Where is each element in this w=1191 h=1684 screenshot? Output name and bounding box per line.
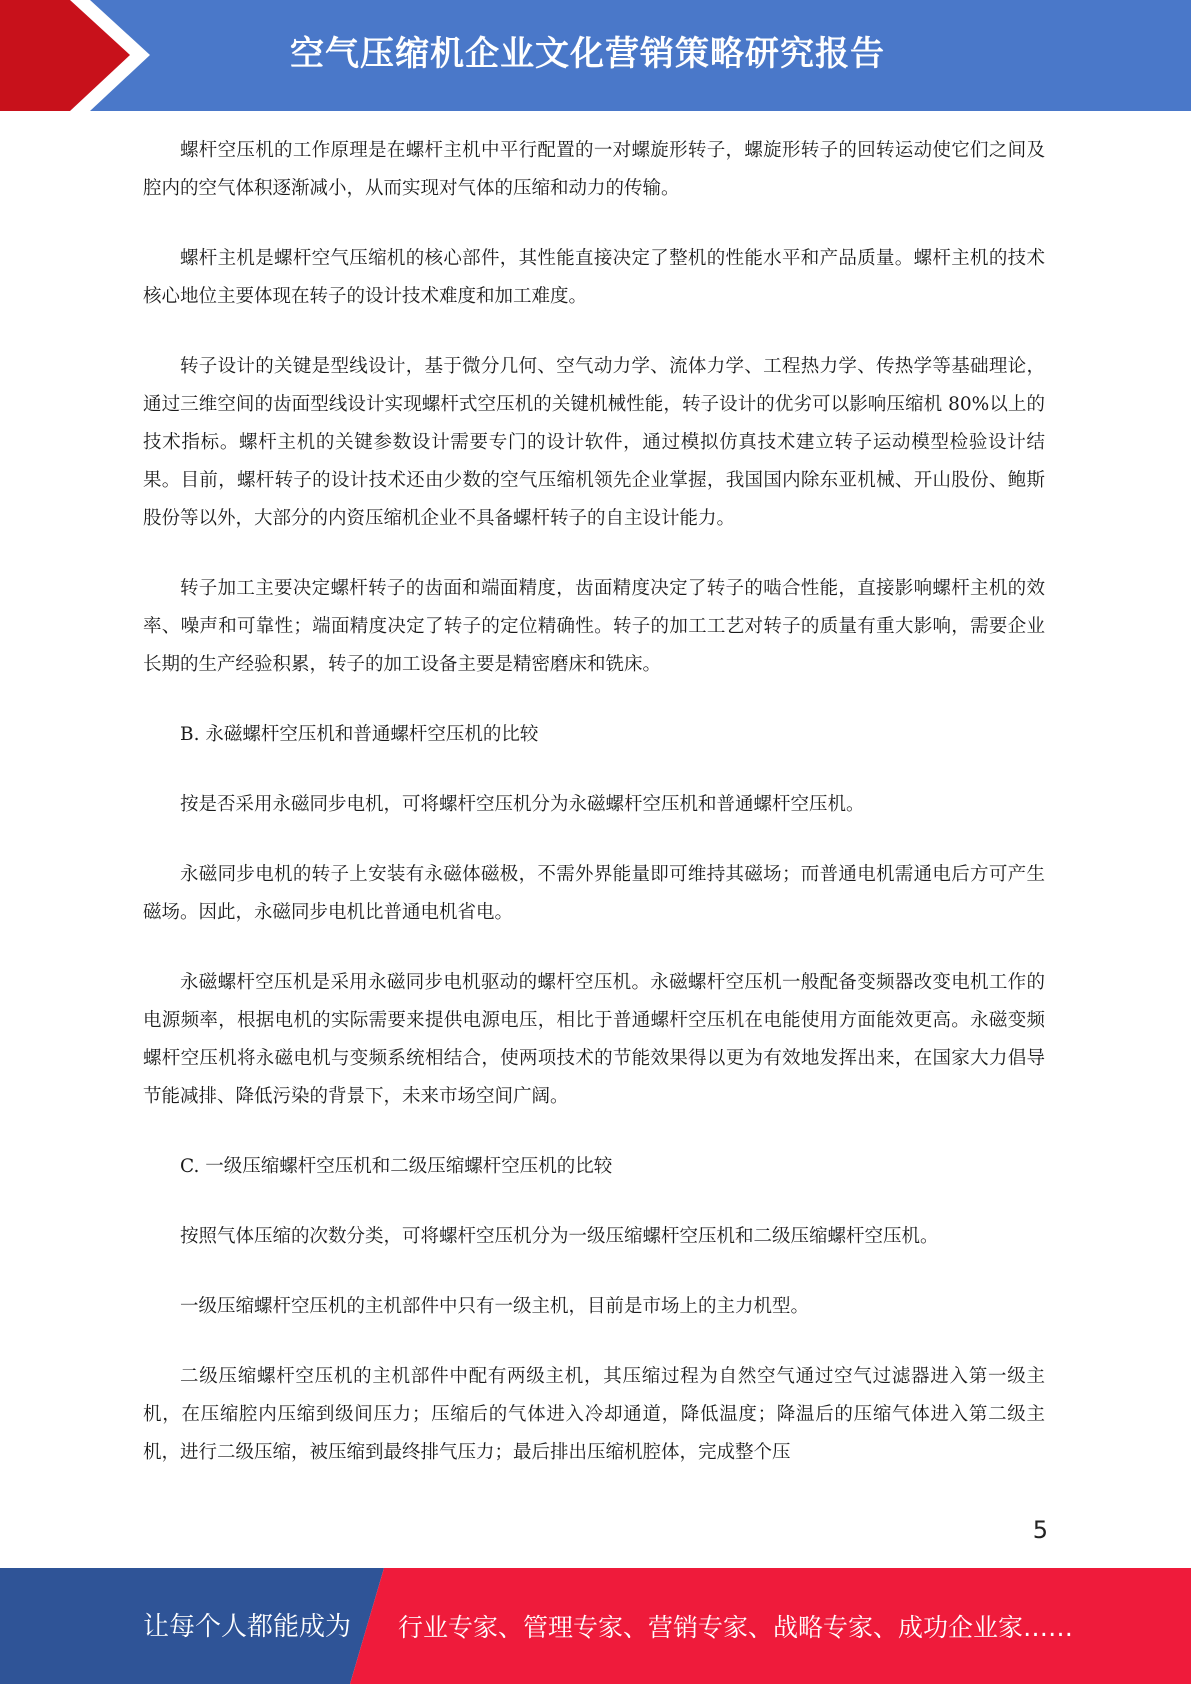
paragraph: 按照气体压缩的次数分类，可将螺杆空压机分为一级压缩螺杆空压机和二级压缩螺杆空压机。	[180, 1226, 939, 1247]
document-body	[143, 132, 1045, 1472]
paragraph: 永磁螺杆空压机是采用永磁同步电机驱动的螺杆空压机。永磁螺杆空压机一般配备变频器改变电机工作的电源频率，根据电机的实际需要来提供电源电压，相比于普通螺杆空压机在电能使用方面能效更高。永磁变频螺杆空压机将永磁电机与变频系统相结合，使两项技术的节能效果得以更为有效地发挥出来，在国家大力倡导节能减排、降低污染的背景下，未来市场空间广阔。	[143, 972, 1045, 1107]
page-footer	[0, 1568, 1191, 1684]
paragraph: 螺杆主机是螺杆空气压缩机的核心部件，其性能直接决定了整机的性能水平和产品质量。螺杆主机的技术核心地位主要体现在转子的设计技术难度和加工难度。	[143, 248, 1045, 307]
footer-slogan-right: 行业专家、管理专家、营销专家、战略专家、成功企业家……	[398, 1613, 1074, 1642]
paragraph: 二级压缩螺杆空压机的主机部件中配有两级主机，其压缩过程为自然空气通过空气过滤器进入第一级主机，在压缩腔内压缩到级间压力；压缩后的气体进入冷却通道，降低温度；降温后的压缩气体进入第二级主机，进行二级压缩，被压缩到最终排气压力；最后排出压缩机腔体，完成整个压	[143, 1366, 1045, 1463]
footer-slogan-left: 让每个人都能成为	[143, 1612, 352, 1642]
paragraph: 螺杆空压机的工作原理是在螺杆主机中平行配置的一对螺旋形转子，螺旋形转子的回转运动使它们之间及腔内的空气体积逐渐减小，从而实现对气体的压缩和动力的传输。	[143, 140, 1045, 199]
section-heading: B. 永磁螺杆空压机和普通螺杆空压机的比较	[180, 724, 539, 745]
paragraph: 转子设计的关键是型线设计，基于微分几何、空气动力学、流体力学、工程热力学、传热学等基础理论，通过三维空间的齿面型线设计实现螺杆式空压机的关键机械性能，转子设计的优劣可以影响压缩机 80%以上的技术指标。螺杆主机的关键参数设计需要专门的设计软件，通过模拟仿真技术建立转子运动模型检验设计结果。目前，螺杆转子的设计技术还由少数的空气压缩机领先企业掌握，我国国内除东亚机械、开山股份、鲍斯股份等以外，大部分的内资压缩机企业不具备螺杆转子的自主设计能力。	[143, 356, 1045, 529]
document-title: 空气压缩机企业文化营销策略研究报告	[290, 34, 885, 74]
paragraph: 一级压缩螺杆空压机的主机部件中只有一级主机，目前是市场上的主力机型。	[180, 1296, 810, 1317]
page-header	[0, 0, 1191, 111]
paragraph: 永磁同步电机的转子上安装有永磁体磁极，不需外界能量即可维持其磁场；而普通电机需通电后方可产生磁场。因此，永磁同步电机比普通电机省电。	[143, 864, 1045, 923]
section-heading: C. 一级压缩螺杆空压机和二级压缩螺杆空压机的比较	[180, 1156, 613, 1177]
paragraph: 转子加工主要决定螺杆转子的齿面和端面精度，齿面精度决定了转子的啮合性能，直接影响螺杆主机的效率、噪声和可靠性；端面精度决定了转子的定位精确性。转子的加工工艺对转子的质量有重大影响，需要企业长期的生产经验积累，转子的加工设备主要是精密磨床和铣床。	[143, 578, 1045, 675]
page-number: 5	[1032, 1516, 1048, 1544]
paragraph: 按是否采用永磁同步电机，可将螺杆空压机分为永磁螺杆空压机和普通螺杆空压机。	[180, 794, 865, 815]
